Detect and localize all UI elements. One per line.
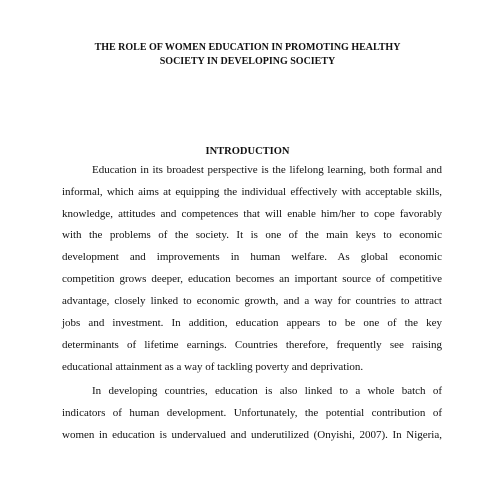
- paragraph-1-line: Education in its broadest perspective is the lifelong learning, both formal and: [92, 164, 442, 176]
- document-title-line-1: THE ROLE OF WOMEN EDUCATION IN PROMOTING HEALTHY: [94, 42, 401, 53]
- section-heading: INTRODUCTION: [205, 146, 290, 157]
- paragraph-1-last-line: educational attainment as a way of tackling poverty and deprivation.: [62, 361, 364, 373]
- paragraph-2-line: indicators of human development. Unfortunately, the potential contribution of: [62, 407, 442, 419]
- paragraph-1-line: development and improvements in human welfare. As global economic: [62, 251, 442, 263]
- paragraph-1-line: informal, which aims at equipping the individual effectively with acceptable skills,: [62, 186, 442, 198]
- paragraph-1-line: advantage, closely linked to economic growth, and a way for countries to attract: [62, 295, 442, 307]
- paragraph-1-line: competition grows deeper, education becomes an important source of competitive: [62, 273, 442, 285]
- document-title-line-2: SOCIETY IN DEVELOPING SOCIETY: [159, 56, 336, 67]
- paragraph-1-line: jobs and investment. In addition, education appears to be one of the key: [62, 317, 442, 329]
- paragraph-2-line: women in education is undervalued and underutilized (Onyishi, 2007). In Nigeria,: [62, 429, 442, 441]
- paragraph-1-line: knowledge, attitudes and competences that will enable him/her to cope favorably: [62, 208, 442, 220]
- paragraph-1-line: determinants of lifetime earnings. Countries therefore, frequently see raising: [62, 339, 442, 351]
- paragraph-1-line: with the problems of the society. It is one of the main keys to economic: [62, 229, 442, 241]
- paragraph-2-line: In developing countries, education is also linked to a whole batch of: [92, 385, 442, 397]
